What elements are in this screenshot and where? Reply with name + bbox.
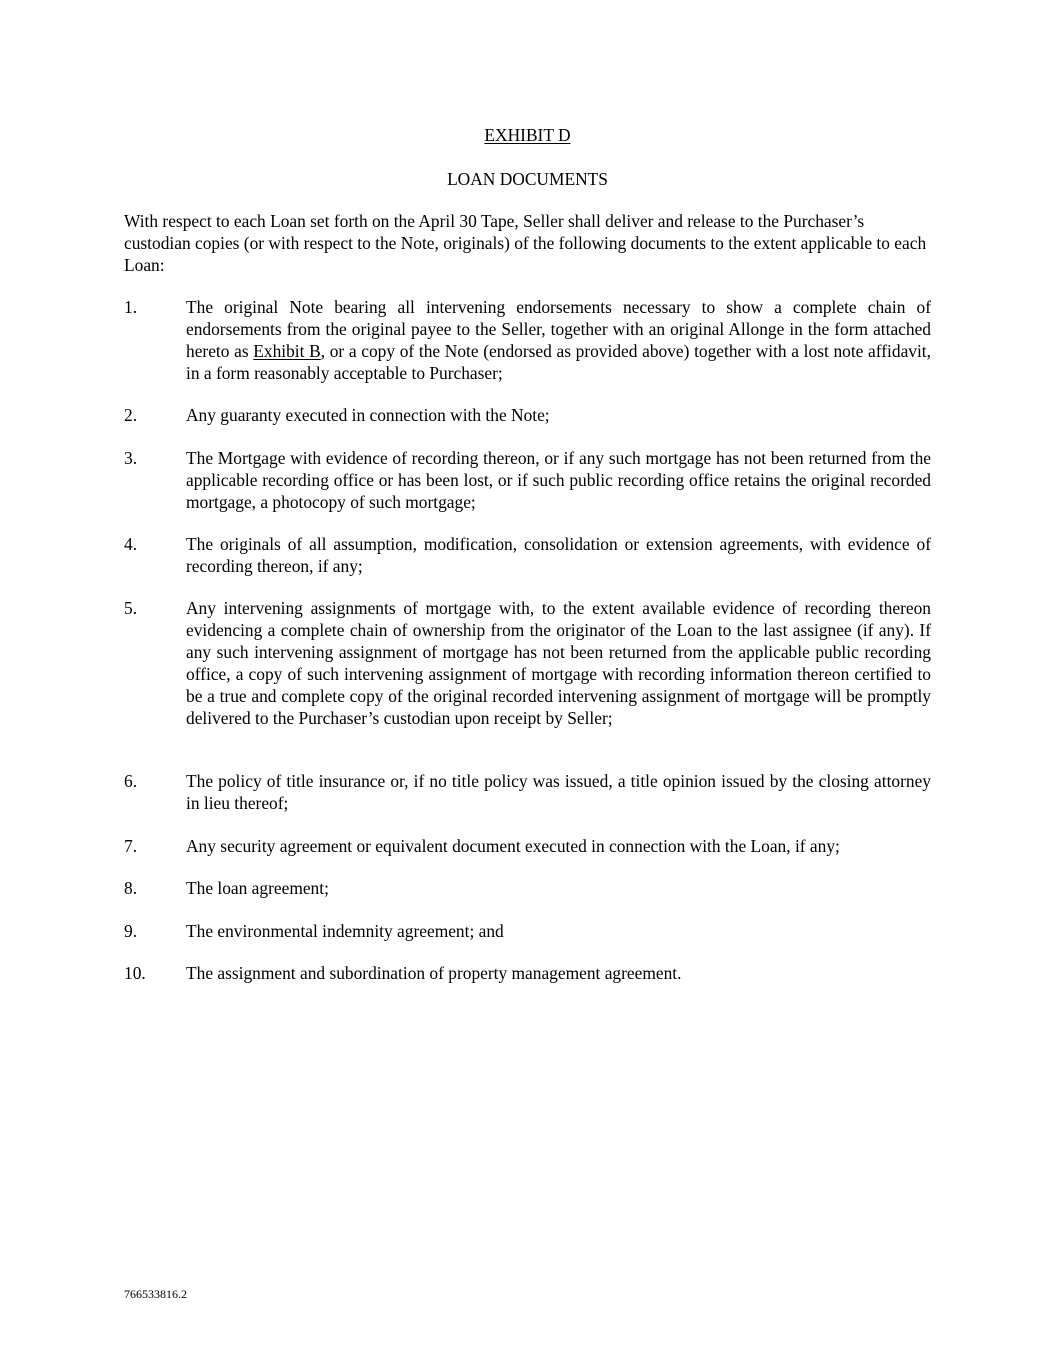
list-item xyxy=(124,836,931,858)
list-item-text: The environmental indemnity agreement; and xyxy=(186,921,504,941)
list-item-number: 5. xyxy=(124,598,138,618)
intro-paragraph: With respect to each Loan set forth on the April 30 Tape, Seller shall deliver and release to the Purchaser’s custodian copies (or with respect to the Note, originals) of the following documents to the extent applicable to each Loan: xyxy=(124,211,927,275)
list-item xyxy=(124,297,931,385)
list-item xyxy=(124,448,931,514)
list-item xyxy=(124,878,931,900)
list-item-text: The originals of all assumption, modification, consolidation or extension agreements, with evidence of recording thereon, if any; xyxy=(186,534,931,576)
list-item-text: Any guaranty executed in connection with the Note; xyxy=(186,405,550,425)
list-item-number: 9. xyxy=(124,921,138,941)
list-item xyxy=(124,598,931,729)
exhibit-b-reference: Exhibit B xyxy=(253,340,321,361)
document-title: LOAN DOCUMENTS xyxy=(447,169,608,189)
list-item-text-part: , or a copy of the Note (endorsed as provided above) together with a lost note affidavit, in a form reasonably acceptable to Purchaser; xyxy=(186,340,931,383)
list-item-text xyxy=(186,297,931,385)
document-footer-id: 766533816.2 xyxy=(124,1287,187,1301)
list-item-text: The loan agreement; xyxy=(186,878,329,898)
list-item xyxy=(124,534,931,578)
list-item-text: Any intervening assignments of mortgage with, to the extent available evidence of recording thereon evidencing a complete chain of ownership from the originator of the Loan to the last assignee (if any). If any such intervening assignment of mortgage has not been returned from the applicable public recording office, a copy of such intervening assignment of mortgage with recording information thereon certified to be a true and complete copy of the original recorded intervening assignment of mortgage will be promptly delivered to the Purchaser’s custodian upon receipt by Seller; xyxy=(186,598,931,728)
list-item xyxy=(124,405,931,427)
list-item-number: 1. xyxy=(124,297,138,317)
list-item-number: 2. xyxy=(124,405,138,425)
list-item-text: The policy of title insurance or, if no title policy was issued, a title opinion issued by the closing attorney in lieu thereof; xyxy=(186,771,931,813)
list-item-text: The assignment and subordination of property management agreement. xyxy=(186,963,682,983)
list-item-number: 8. xyxy=(124,878,138,898)
list-item-text: Any security agreement or equivalent document executed in connection with the Loan, if any; xyxy=(186,836,840,856)
list-item xyxy=(124,771,931,815)
list-item-number: 6. xyxy=(124,771,138,791)
list-item-number: 3. xyxy=(124,448,138,468)
list-item-text-part: The original Note bearing all intervening endorsements necessary to show a complete chain of endorsements from the original payee to the Seller, together with an original Allonge in the form attached hereto as xyxy=(186,297,931,361)
list-item xyxy=(124,921,931,943)
list-item-number: 10. xyxy=(124,963,146,983)
list-item-text: The Mortgage with evidence of recording thereon, or if any such mortgage has not been returned from the applicable recording office or has been lost, or if such public recording office retains the original recorded mortgage, a photocopy of such mortgage; xyxy=(186,448,931,512)
exhibit-title: EXHIBIT D xyxy=(484,125,571,145)
list-item-number: 7. xyxy=(124,836,138,856)
list-item-number: 4. xyxy=(124,534,138,554)
list-item xyxy=(124,963,931,985)
